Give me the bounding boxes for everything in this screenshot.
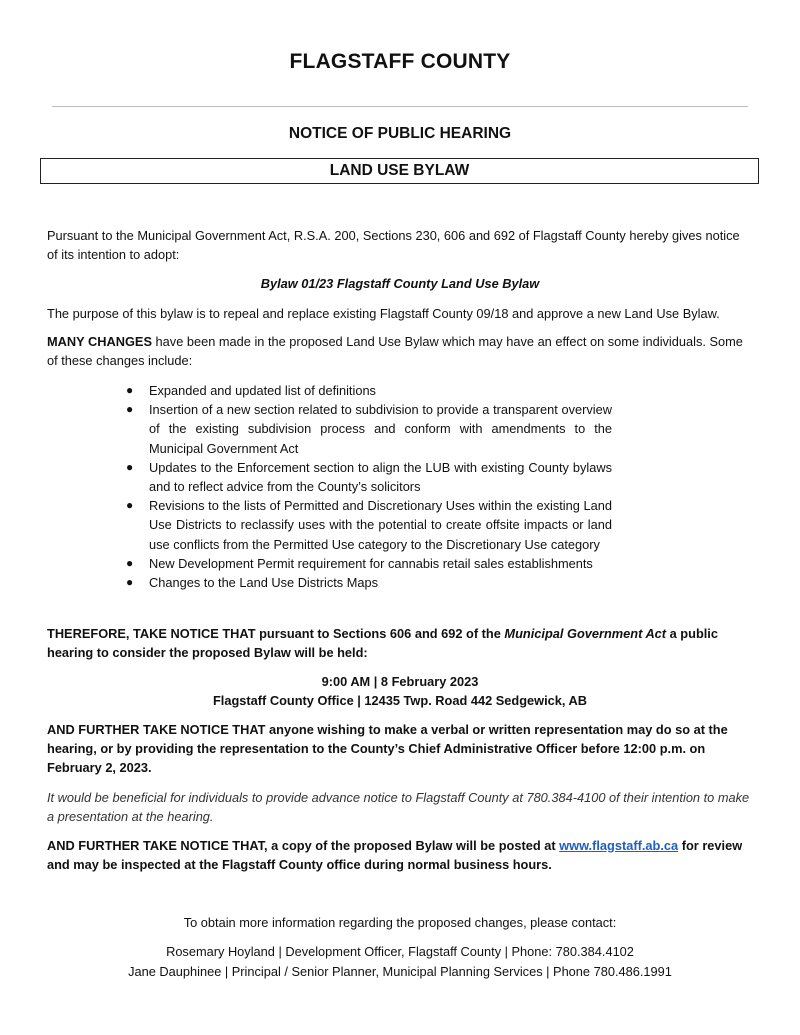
bullet-icon: ● <box>126 575 134 590</box>
bylaw-name: Bylaw 01/23 Flagstaff County Land Use Bylaw <box>260 276 540 291</box>
purpose-paragraph: The purpose of this bylaw is to repeal and replace existing Flagstaff County 09/18 and approve a new Land Use Bylaw. <box>47 306 720 321</box>
list-item: ● Expanded and updated list of definitions <box>122 381 612 400</box>
bullet-icon: ● <box>126 498 134 513</box>
intro-paragraph: Pursuant to the Municipal Government Act, R.S.A. 200, Sections 230, 606 and 692 of Flagstaff County hereby gives notice of its intention to adopt: <box>47 228 740 262</box>
bylaw-posting-paragraph: AND FURTHER TAKE NOTICE THAT, a copy of the proposed Bylaw will be posted at www.flagstaff.ab.ca for review and may be inspected at the Flagstaff County office during normal business hours. <box>47 838 743 872</box>
hearing-time: 9:00 AM | 8 February 2023 <box>321 674 479 689</box>
bullet-icon: ● <box>126 383 134 397</box>
contact-line-dauphinee: Jane Dauphinee | Principal / Senior Planner, Municipal Planning Services | Phone 780.486.1991 <box>128 964 672 979</box>
list-item: ● Changes to the Land Use Districts Maps <box>122 573 612 592</box>
changes-text: have been made in the proposed Land Use Bylaw which may have an effect on some individuals. Some of these changes include: <box>47 334 743 368</box>
bullet-icon: ● <box>126 459 134 474</box>
changes-paragraph <box>47 332 757 370</box>
hearing-details <box>0 672 800 710</box>
page-title: FLAGSTAFF COUNTY <box>289 50 511 73</box>
advance-notice-paragraph: It would be beneficial for individuals to provide advance notice to Flagstaff County at 780.384-4100 of their intention to make a presentation at the hearing. <box>47 790 750 824</box>
notice-subtitle: NOTICE OF PUBLIC HEARING <box>288 125 512 142</box>
act-name: Municipal Government Act <box>504 626 667 641</box>
list-item: ● New Development Permit requirement for cannabis retail sales establishments <box>122 554 612 573</box>
header-divider <box>52 106 748 107</box>
changes-list <box>122 381 612 592</box>
further-notice-paragraph: AND FURTHER TAKE NOTICE THAT anyone wishing to make a verbal or written representation may do so at the hearing, or by providing the representation to the County’s Chief Administrative Officer before 12:00 p.m. on February 2, 2023. <box>47 722 728 775</box>
list-item: ● Revisions to the lists of Permitted and Discretionary Uses within the existing Land Use Districts to reclassify uses with the potential to create offsite impacts or land use conflicts from the Permitted Use category to the Discretionary Use category <box>126 498 612 552</box>
therefore-paragraph: THEREFORE, TAKE NOTICE THAT pursuant to Sections 606 and 692 of the Municipal Government Act a public hearing to consider the proposed Bylaw will be held: <box>47 626 718 660</box>
contact-intro: To obtain more information regarding the proposed changes, please contact: <box>183 915 617 930</box>
changes-lead: MANY CHANGES <box>47 334 152 349</box>
bullet-icon: ● <box>126 555 134 570</box>
list-item: ● Insertion of a new section related to subdivision to provide a transparent overview of the existing subdivision process and conform with amendments to the Municipal Government Act <box>126 402 612 456</box>
website-link[interactable]: www.flagstaff.ab.ca <box>559 838 679 853</box>
bylaw-box-title: LAND USE BYLAW <box>40 158 759 184</box>
hearing-place: Flagstaff County Office | 12435 Twp. Road 442 Sedgewick, AB <box>212 693 588 708</box>
list-item: ● Updates to the Enforcement section to align the LUB with existing County bylaws and to reflect advice from the County’s solicitors <box>126 459 612 495</box>
bullet-icon: ● <box>126 402 134 417</box>
contact-line-hoyland: Rosemary Hoyland | Development Officer, Flagstaff County | Phone: 780.384.4102 <box>166 944 634 959</box>
